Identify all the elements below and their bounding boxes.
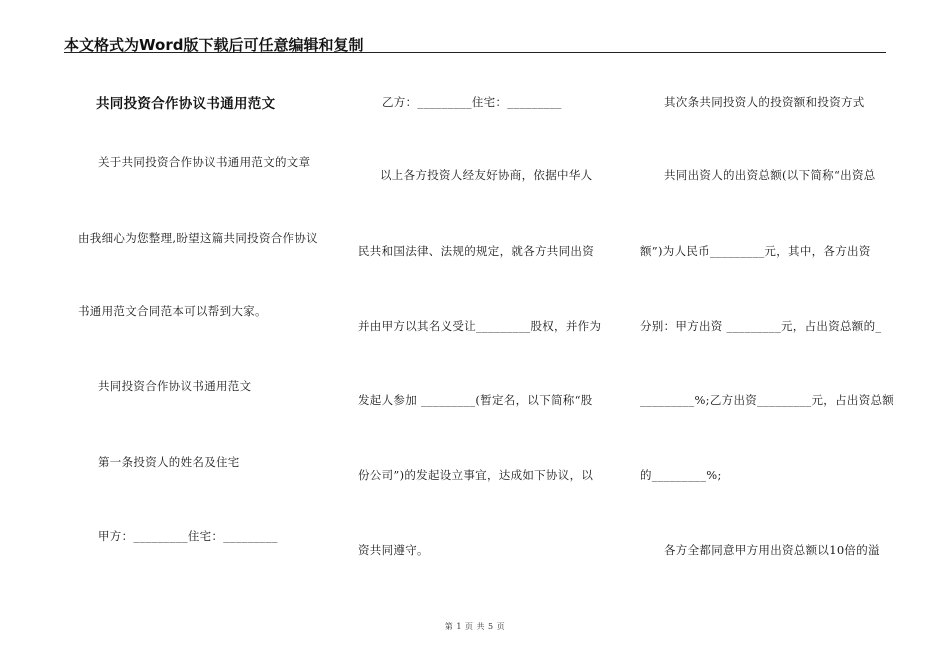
paragraph-line: 书通用范文合同范本可以帮到大家。	[78, 304, 267, 318]
paragraph-line: 民共和国法律、法规的规定，就各方共同出资	[358, 244, 594, 258]
section-heading: 共同投资合作协议书通用范文	[98, 379, 252, 393]
page-number: 第 1 页 共 5 页	[444, 622, 506, 631]
party-b-line: 乙方：_________住宅：_________	[382, 95, 562, 109]
paragraph-line: 的_________%;	[640, 468, 722, 482]
paragraph-line: 并由甲方以其名义受让_________股权，并作为	[358, 319, 602, 333]
party-a-line: 甲方：_________住宅：_________	[98, 529, 278, 543]
paragraph-line: 额”)为人民币_________元，其中，各方出资	[640, 244, 871, 258]
paragraph-line: _________%;乙方出资_________元，占出资总额	[640, 393, 895, 407]
document-title: 共同投资合作协议书通用范文	[96, 96, 276, 112]
header-divider	[64, 52, 886, 53]
paragraph-line: 资共同遵守。	[358, 543, 429, 557]
paragraph-line: 发起人参加 _________(暂定名，以下简称“股	[358, 393, 593, 407]
paragraph-line: 各方全都同意甲方用出资总额以10倍的溢	[664, 543, 880, 557]
paragraph-line: 份公司”)的发起设立事宜，达成如下协议，以	[358, 468, 594, 482]
article-heading: 其次条共同投资人的投资额和投资方式	[664, 95, 865, 109]
paragraph-line: 共同出资人的出资总额(以下简称“出资总	[664, 168, 876, 182]
paragraph-line: 以上各方投资人经友好协商，依据中华人	[380, 168, 593, 182]
article-heading: 第一条投资人的姓名及住宅	[98, 455, 240, 469]
paragraph-line: 关于共同投资合作协议书通用范文的文章	[98, 155, 311, 169]
paragraph-line: 分别：甲方出资 _________元，占出资总额的_	[640, 319, 882, 333]
download-banner: 本文格式为Word版下载后可任意编辑和复制	[64, 36, 364, 54]
paragraph-line: 由我细心为您整理,盼望这篇共同投资合作协议	[78, 231, 318, 245]
